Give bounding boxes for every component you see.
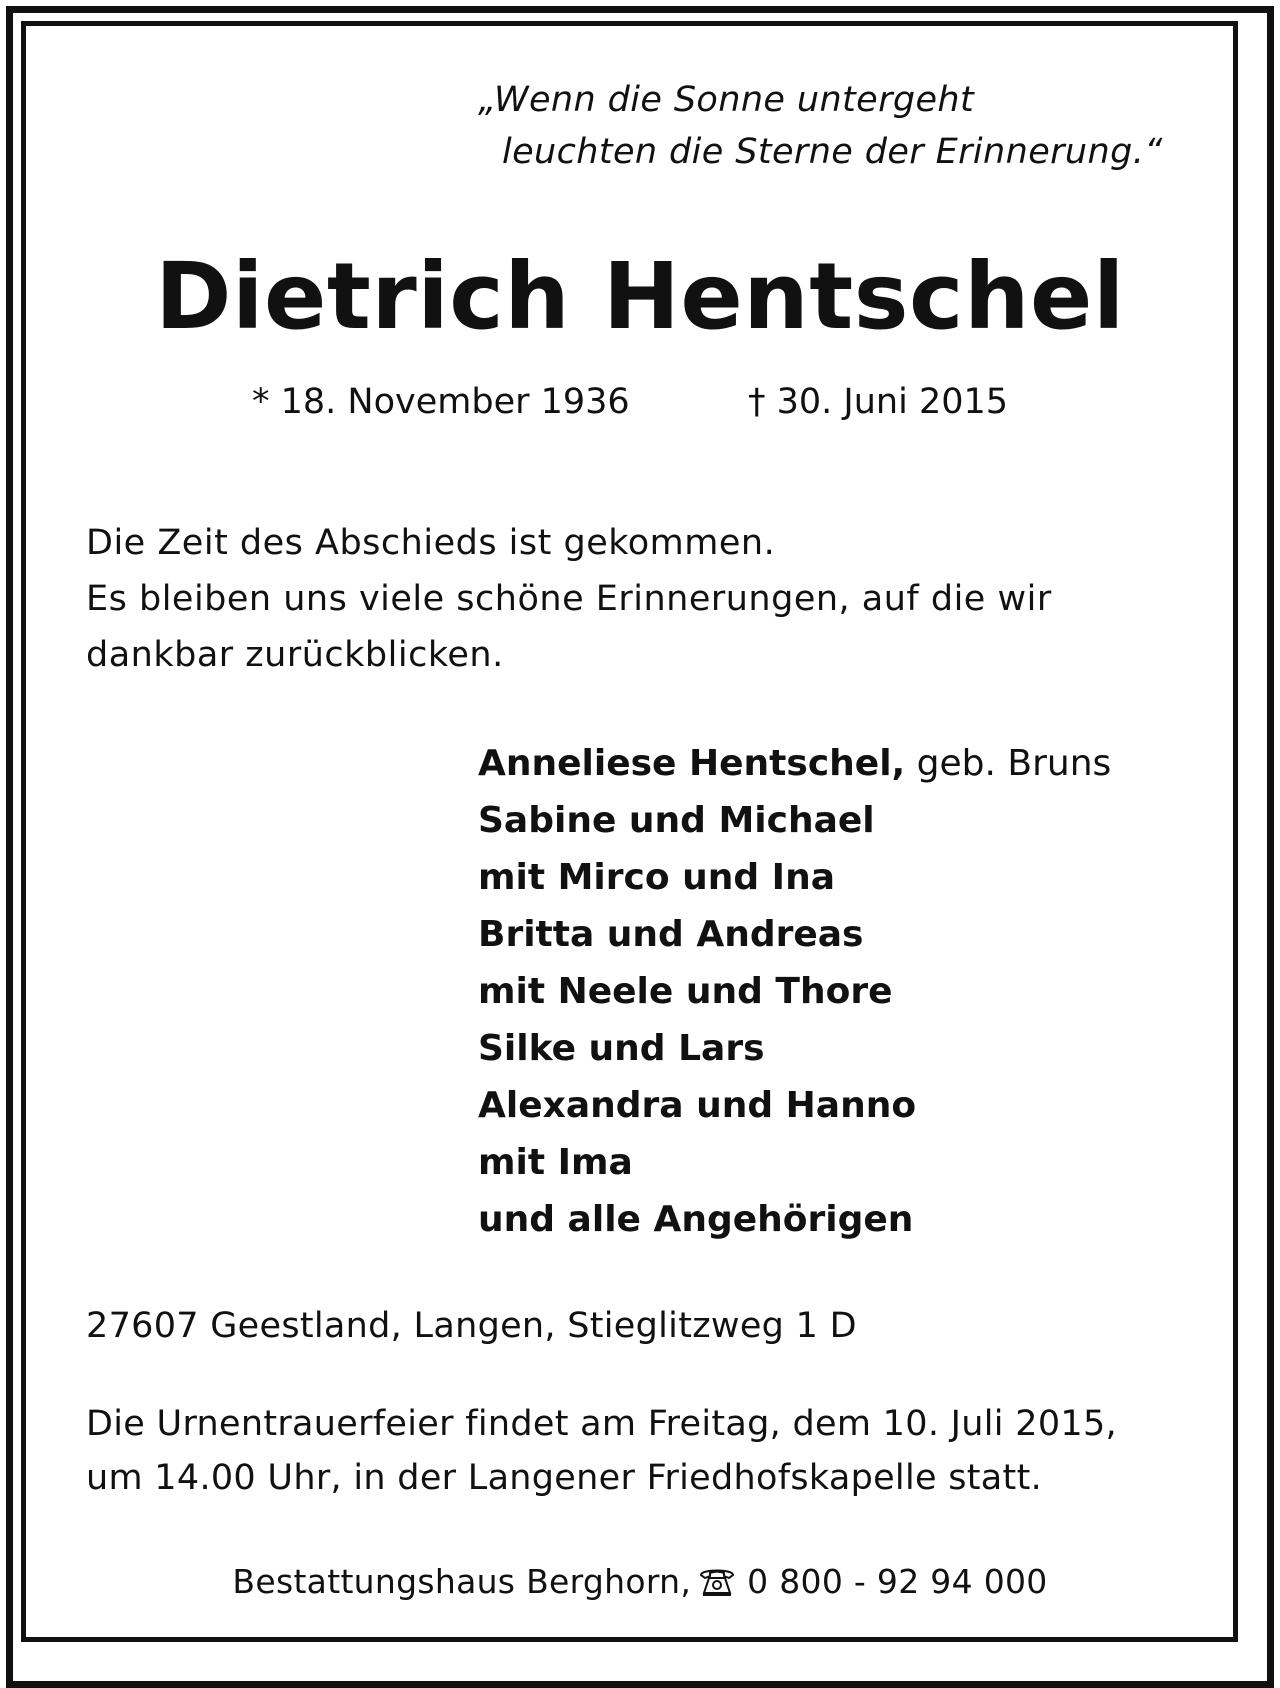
service-line-1: Die Urnentrauerfeier findet am Freitag, dem 10. Juli 2015, (86, 1404, 1117, 1444)
spouse-name: Anneliese Hentschel, (478, 743, 906, 784)
service-info (86, 1397, 1117, 1505)
mourner-line: mit Ima (478, 1142, 633, 1183)
quote-line-2: leuchten die Sterne der Erinnerung.“ (502, 132, 1163, 172)
mourner-line: Sabine und Michael (478, 800, 875, 841)
intro-text (86, 515, 1052, 683)
mourner-line: mit Neele und Thore (478, 971, 893, 1012)
spouse-maiden-name: geb. Bruns (905, 743, 1112, 784)
telephone-icon (697, 1562, 737, 1610)
family-address: 27607 Geestland, Langen, Stieglitzweg 1 D (86, 1306, 857, 1346)
intro-line-1: Die Zeit des Abschieds ist gekommen. (86, 523, 776, 563)
deceased-name: Dietrich Hentschel (155, 243, 1125, 350)
mourner-line: Britta und Andreas (478, 914, 864, 955)
epigraph-quote (478, 74, 1163, 178)
funeral-home-name: Bestattungshaus Berghorn, (232, 1562, 692, 1601)
quote-line-1: „Wenn die Sonne untergeht (478, 80, 975, 120)
funeral-home-footer (0, 1558, 1280, 1610)
mourner-line: mit Mirco und Ina (478, 857, 835, 898)
death-date: † 30. Juni 2015 (748, 382, 1009, 422)
service-line-2: um 14.00 Uhr, in der Langener Friedhofskapelle statt. (86, 1458, 1043, 1498)
mourner-line: Alexandra und Hanno (478, 1085, 917, 1126)
intro-line-2: Es bleiben uns viele schöne Erinnerungen, auf die wir (86, 579, 1052, 619)
intro-line-3: dankbar zurückblicken. (86, 635, 504, 675)
mourner-line: und alle Angehörigen (478, 1199, 914, 1240)
mourners-list (478, 735, 1111, 1248)
mourner-spouse (478, 735, 1111, 792)
mourner-line: Silke und Lars (478, 1028, 765, 1069)
birth-date: * 18. November 1936 (252, 382, 630, 422)
funeral-home-phone: 0 800 - 92 94 000 (747, 1562, 1048, 1601)
